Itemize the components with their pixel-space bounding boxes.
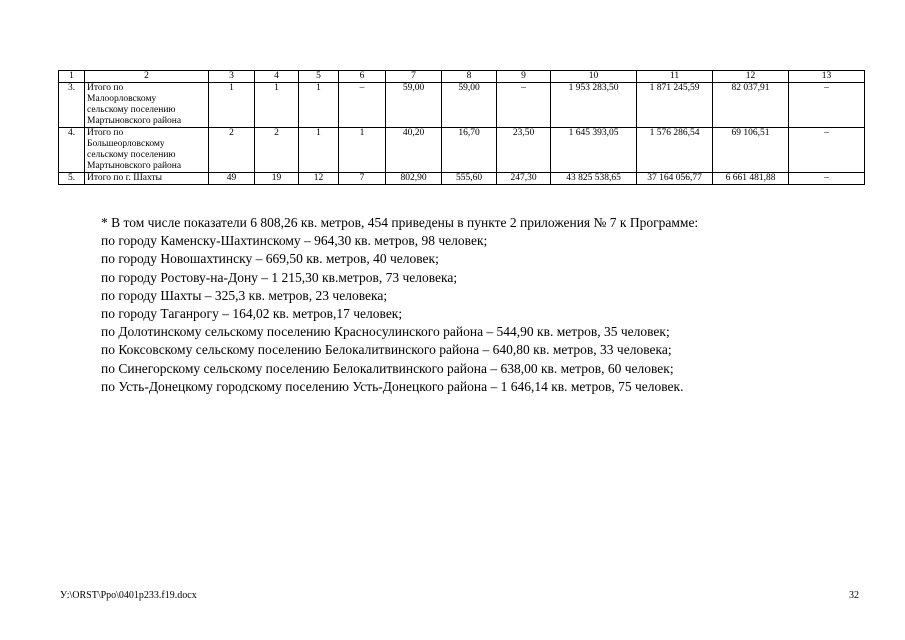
cell: –	[789, 173, 865, 185]
cell: 555,60	[442, 173, 497, 185]
column-number: 5	[299, 71, 339, 83]
cell: 69 106,51	[713, 128, 789, 173]
cell: 12	[299, 173, 339, 185]
cell: 1 645 393,05	[551, 128, 637, 173]
cell: 2	[255, 128, 299, 173]
column-number: 6	[339, 71, 386, 83]
row-name-line: сельскому поселению	[87, 150, 176, 160]
row-name-line: Мартыновского района	[87, 161, 182, 171]
row-name	[85, 83, 209, 128]
cell: –	[789, 128, 865, 173]
cell: 82 037,91	[713, 83, 789, 128]
table-row	[59, 173, 865, 185]
cell: 40,20	[386, 128, 442, 173]
cell: 59,00	[386, 83, 442, 128]
cell: 49	[209, 173, 255, 185]
row-name-line: Малоорловскому	[87, 94, 157, 104]
row-name	[85, 173, 209, 185]
row-number: 3.	[59, 83, 85, 128]
cell: 1 871 245,59	[637, 83, 713, 128]
column-number: 9	[497, 71, 551, 83]
column-number: 7	[386, 71, 442, 83]
footnote-line: по городу Шахты – 325,3 кв. метров, 23 человека;	[101, 287, 388, 303]
column-number-row	[59, 71, 865, 83]
cell: 19	[255, 173, 299, 185]
footnote-line: по городу Новошахтинску – 669,50 кв. метров, 40 человек;	[101, 251, 439, 267]
cell: 802,90	[386, 173, 442, 185]
cell: –	[789, 83, 865, 128]
cell: 59,00	[442, 83, 497, 128]
cell: 16,70	[442, 128, 497, 173]
column-number: 2	[85, 71, 209, 83]
cell: 1	[209, 83, 255, 128]
footnote-line: по Синегорскому сельскому поселению Белокалитвинского района – 638,00 кв. метров, 60 человек;	[101, 360, 674, 376]
footnote-line: по городу Ростову-на-Дону – 1 215,30 кв.метров, 73 человека;	[101, 269, 458, 285]
cell: 2	[209, 128, 255, 173]
row-name-line: Большеорловскому	[87, 139, 165, 149]
data-table	[58, 70, 865, 185]
column-number: 13	[789, 71, 865, 83]
cell: 23,50	[497, 128, 551, 173]
table-row	[59, 128, 865, 173]
cell: –	[339, 83, 386, 128]
column-number: 12	[713, 71, 789, 83]
cell: 6 661 481,88	[713, 173, 789, 185]
row-number: 5.	[59, 173, 85, 185]
cell: 1 576 286,54	[637, 128, 713, 173]
footnote-line: по Долотинскому сельскому поселению Красносулинского района – 544,90 кв. метров, 35 человек;	[101, 324, 670, 340]
cell: –	[497, 83, 551, 128]
cell: 1	[299, 128, 339, 173]
row-name-line: Итого по	[87, 128, 124, 138]
column-number: 11	[637, 71, 713, 83]
row-name	[85, 128, 209, 173]
footnote-block	[101, 214, 821, 396]
cell: 1	[255, 83, 299, 128]
row-number: 4.	[59, 128, 85, 173]
column-number: 8	[442, 71, 497, 83]
row-name-line: сельскому поселению	[87, 105, 176, 115]
table-row	[59, 83, 865, 128]
row-name-line: Мартыновского района	[87, 116, 182, 126]
column-number: 3	[209, 71, 255, 83]
footnote-line: по городу Таганрогу – 164,02 кв. метров,17 человек;	[101, 306, 403, 322]
column-number: 10	[551, 71, 637, 83]
cell: 37 164 056,77	[637, 173, 713, 185]
cell: 1 953 283,50	[551, 83, 637, 128]
cell: 247,30	[497, 173, 551, 185]
row-name-line: Итого по	[87, 83, 124, 93]
cell: 1	[339, 128, 386, 173]
column-number: 1	[59, 71, 85, 83]
column-number: 4	[255, 71, 299, 83]
footnote-line: по городу Каменску-Шахтинскому – 964,30 кв. метров, 98 человек;	[101, 233, 488, 249]
row-name-line: Итого по г. Шахты	[87, 173, 163, 183]
footer-file-path: У:\ORST\Ppo\0401p233.f19.docx	[60, 590, 197, 601]
page-number: 32	[849, 590, 859, 601]
cell: 1	[299, 83, 339, 128]
cell: 7	[339, 173, 386, 185]
footnote-line: * В том числе показатели 6 808,26 кв. метров, 454 приведены в пункте 2 приложения № 7 к Программе:	[101, 215, 699, 230]
cell: 43 825 538,65	[551, 173, 637, 185]
footnote-line: по Усть-Донецкому городскому поселению Усть-Донецкого района – 1 646,14 кв. метров, 75 человек.	[101, 378, 684, 394]
footnote-line: по Коксовскому сельскому поселению Белокалитвинского района – 640,80 кв. метров, 33 человека;	[101, 342, 672, 358]
